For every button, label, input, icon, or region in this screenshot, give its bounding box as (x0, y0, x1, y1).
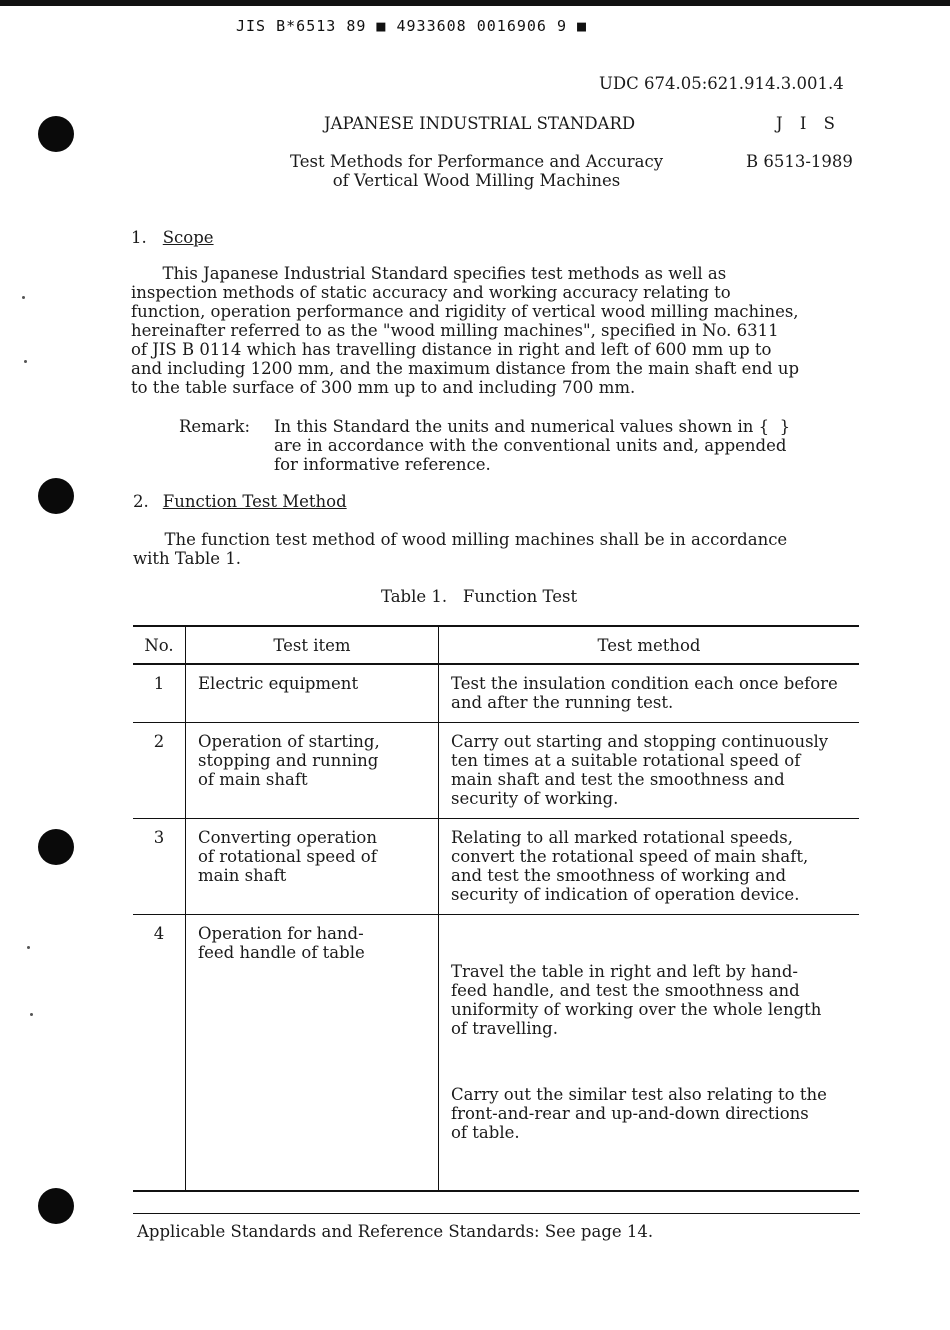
punch-hole (38, 829, 74, 865)
scan-speck (30, 1013, 33, 1016)
table-row (133, 915, 859, 1192)
row-number: 2 (133, 723, 186, 819)
table-caption: Table 1. Function Test (381, 587, 578, 606)
test-method (439, 723, 860, 819)
test-item: Operation of starting, stopping and running of main shaft (186, 723, 439, 819)
test-method-paragraph: Carry out starting and stopping continuously ten times at a suitable rotational speed of main shaft and test the smoothness and security of working. (451, 732, 829, 808)
test-item: Converting operation of rotational speed of main shaft (186, 819, 439, 915)
remark-label: Remark: (179, 417, 251, 436)
section-2-heading (133, 492, 347, 511)
row-number: 3 (133, 819, 186, 915)
function-test-paragraph: The function test method of wood milling machines shall be in accordance with Table 1. (133, 530, 788, 568)
table-row (133, 819, 859, 915)
footnote-divider (133, 1213, 860, 1214)
column-header-test-item: Test item (186, 626, 439, 664)
punch-hole (38, 1188, 74, 1224)
test-method-paragraph: Travel the table in right and left by hand- feed handle, and test the smoothness and uniformity of working over the whole length of travelling. (451, 962, 822, 1038)
section-number: 2. (133, 492, 149, 511)
document-title: Test Methods for Performance and Accuracy of Vertical Wood Milling Machines (290, 152, 664, 190)
top-border (0, 0, 950, 6)
column-header-no: No. (133, 626, 186, 664)
function-test-table (133, 625, 859, 1192)
scan-speck (24, 360, 27, 363)
scope-paragraph: This Japanese Industrial Standard specifies test methods as well as inspection methods of static accuracy and working accuracy relating to function, operation performance and rigidity of vertical wood milling machines, hereinafter referred to as the "wood milling machines", specified in No. 6311 of JIS B 0114 which has travelling distance in right and left of 600 mm up to and including 1200 mm, and the maximum distance from the main shaft end up to the table surface of 300 mm up to and including 700 mm. (131, 264, 800, 397)
test-item: Electric equipment (186, 664, 439, 723)
scan-speck (22, 296, 25, 299)
row-number: 4 (133, 915, 186, 1192)
punch-hole (38, 116, 74, 152)
table-row (133, 664, 859, 723)
test-method (439, 664, 860, 723)
row-number: 1 (133, 664, 186, 723)
table-row (133, 723, 859, 819)
column-header-test-method: Test method (597, 635, 701, 655)
test-method-paragraph: Relating to all marked rotational speeds, convert the rotational speed of main shaft, and test the smoothness of working and security of indication of operation device. (451, 828, 809, 904)
test-method-paragraph: Carry out the similar test also relating to the front-and-rear and up-and-down directions of table. (451, 1085, 827, 1142)
header-code-line: JIS B*6513 89 ■ 4933608 0016906 9 ■ (236, 17, 588, 35)
scan-speck (27, 946, 30, 949)
section-title: Scope (162, 228, 214, 247)
remark-text: In this Standard the units and numerical values shown in { } are in accordance with the conventional units and, appended for informative reference. (274, 417, 791, 474)
test-method (439, 915, 860, 1192)
jis-mark: J I S (776, 114, 841, 133)
test-method-paragraph: Test the insulation condition each once before and after the running test. (451, 674, 838, 712)
test-method (439, 819, 860, 915)
section-title: Function Test Method (162, 492, 347, 511)
section-1-heading (131, 228, 214, 247)
footnote: Applicable Standards and Reference Standards: See page 14. (137, 1222, 654, 1241)
punch-hole (38, 478, 74, 514)
table-header-row (133, 626, 859, 664)
standard-name: JAPANESE INDUSTRIAL STANDARD (324, 114, 636, 133)
standard-number: B 6513-1989 (746, 152, 853, 171)
test-item: Operation for hand- feed handle of table (186, 915, 439, 1192)
udc-code: UDC 674.05:621.914.3.001.4 (599, 74, 844, 93)
section-number: 1. (131, 228, 147, 247)
